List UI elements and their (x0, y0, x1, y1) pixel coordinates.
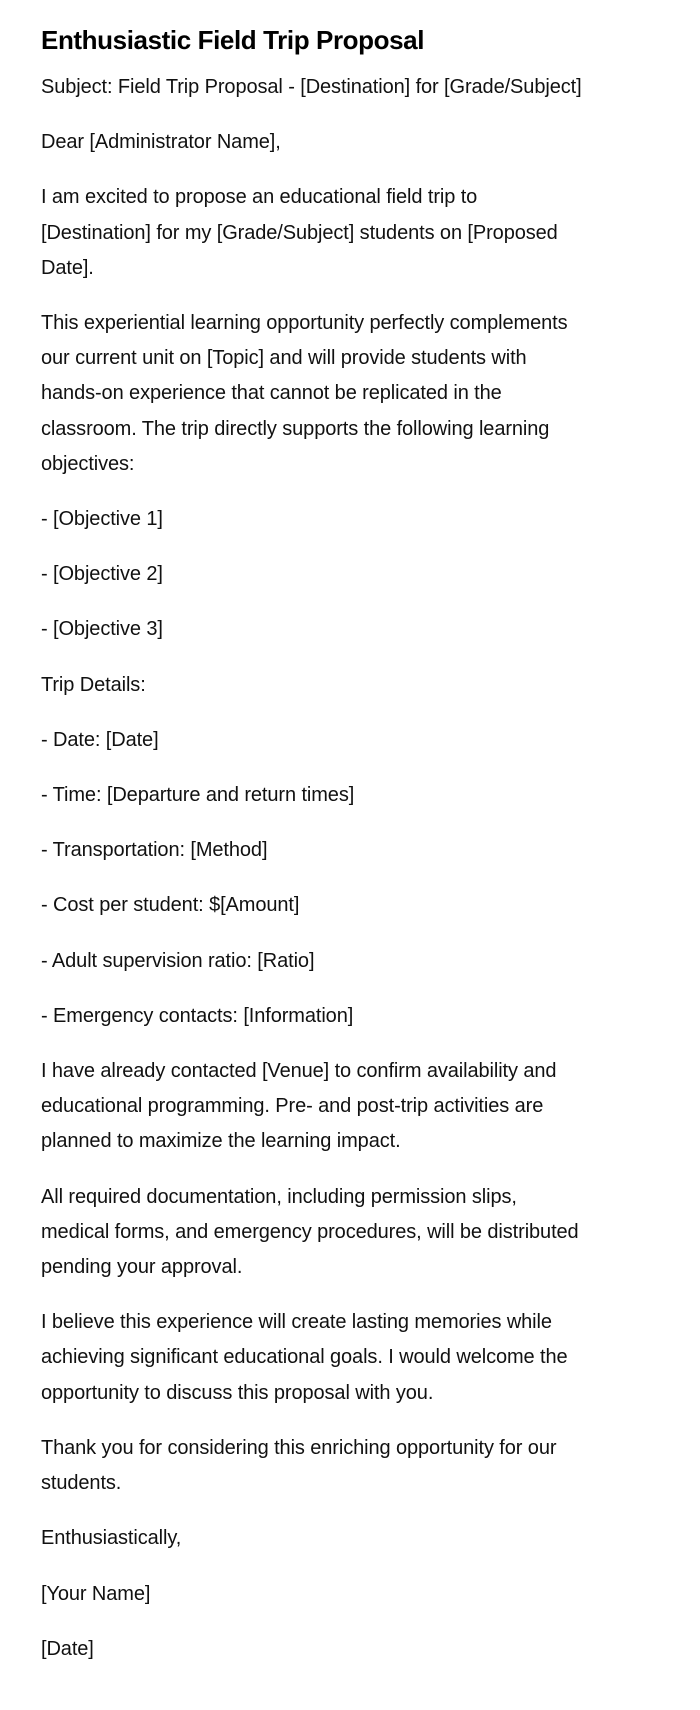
text-line: objectives: (41, 452, 135, 475)
objective-item: - [Objective 1] (41, 508, 163, 531)
trip-detail-emergency: - Emergency contacts: [Information] (41, 1004, 354, 1027)
closing: Enthusiastically, (41, 1527, 182, 1550)
trip-details-heading: Trip Details: (41, 673, 146, 696)
objective-item: - [Objective 3] (41, 618, 163, 641)
document-title: Enthusiastic Field Trip Proposal (41, 25, 425, 55)
text-line: Thank you for considering this enriching opportunity for our (41, 1436, 557, 1459)
objective-item: - [Objective 2] (41, 563, 163, 586)
text-line: [Destination] for my [Grade/Subject] students on [Proposed (41, 221, 558, 244)
intro-paragraph (41, 180, 660, 286)
text-line: planned to maximize the learning impact. (41, 1130, 401, 1153)
text-line: All required documentation, including permission slips, (41, 1185, 517, 1208)
purpose-paragraph (41, 306, 660, 482)
text-line: opportunity to discuss this proposal with you. (41, 1381, 434, 1404)
text-line: I have already contacted [Venue] to confirm availability and (41, 1060, 557, 1083)
text-line: hands-on experience that cannot be replicated in the (41, 382, 502, 405)
subject-line: Subject: Field Trip Proposal - [Destination] for [Grade/Subject] (41, 76, 582, 98)
belief-paragraph (41, 1305, 660, 1411)
text-line: classroom. The trip directly supports the following learning (41, 417, 550, 440)
trip-detail-cost: - Cost per student: $[Amount] (41, 894, 300, 917)
text-line: students. (41, 1472, 122, 1495)
signature-date: [Date] (41, 1637, 94, 1660)
trip-detail-time: - Time: [Departure and return times] (41, 784, 355, 807)
text-line: This experiential learning opportunity perfectly complements (41, 312, 568, 335)
text-line: achieving significant educational goals. I would welcome the (41, 1346, 568, 1369)
text-line: medical forms, and emergency procedures, will be distributed (41, 1220, 579, 1243)
text-line: educational programming. Pre- and post-trip activities are (41, 1095, 544, 1118)
thanks-paragraph (41, 1431, 660, 1501)
text-line: our current unit on [Topic] and will provide students with (41, 347, 527, 370)
venue-paragraph (41, 1054, 660, 1160)
trip-detail-date: - Date: [Date] (41, 728, 159, 751)
text-line: pending your approval. (41, 1256, 243, 1279)
text-line: Date]. (41, 256, 94, 279)
signature-name: [Your Name] (41, 1582, 151, 1605)
trip-detail-supervision: - Adult supervision ratio: [Ratio] (41, 949, 315, 972)
text-line: I believe this experience will create lasting memories while (41, 1311, 552, 1334)
salutation: Dear [Administrator Name], (41, 131, 281, 154)
documentation-paragraph (41, 1180, 660, 1286)
trip-detail-transportation: - Transportation: [Method] (41, 839, 268, 862)
text-line: I am excited to propose an educational field trip to (41, 186, 478, 209)
